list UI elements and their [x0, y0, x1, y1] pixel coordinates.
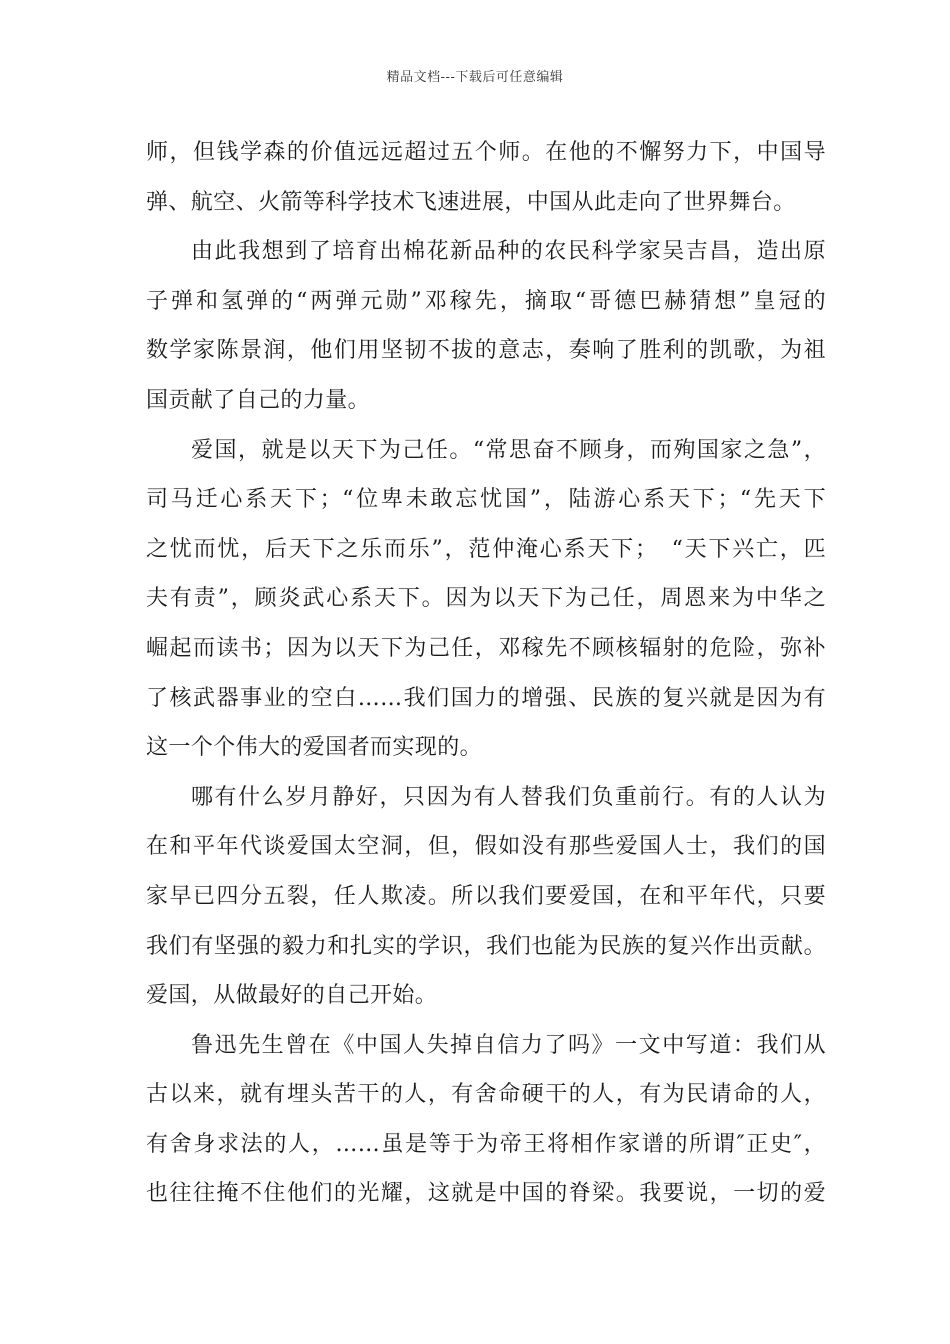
- text-line: 崛起而读书；因为以天下为己任，邓稼先不顾核辐射的危险，弥补: [146, 635, 826, 661]
- text-line: 师，但钱学森的价值远远超过五个师。在他的不懈努力下，中国导: [146, 140, 826, 165]
- text-line: 家早已四分五裂，任人欺凌。所以我们要爱国，在和平年代，只要: [146, 883, 826, 909]
- text-line: 哪有什么岁月静好，只因为有人替我们负重前行。有的人认为: [191, 784, 826, 810]
- text-line: 了核武器事业的空白……我们国力的增强、民族的复兴就是因为有: [146, 685, 826, 711]
- text-line: 古以来，就有埋头苦干的人，有舍命硬干的人，有为民请命的人，: [146, 1082, 826, 1108]
- text-line: 司马迁心系天下；“位卑未敢忘忧国”，陆游心系天下；“先天下: [146, 487, 826, 513]
- text-line: 在和平年代谈爱国太空洞，但，假如没有那些爱国人士，我们的国: [146, 834, 826, 860]
- text-line: 数学家陈景润，他们用坚韧不拔的意志，奏响了胜利的凯歌，为祖: [146, 338, 826, 364]
- text-line: 也往往掩不住他们的光耀，这就是中国的脊梁。我要说，一切的爱: [146, 1181, 826, 1207]
- text-line: 有舍身求法的人，……虽是等于为帝王将相作家谱的所谓″正史″，: [146, 1131, 826, 1157]
- text-line: 之忧而忧，后天下之乐而乐”，范仲淹心系天下； “天下兴亡，匹: [146, 536, 826, 562]
- text-line: 鲁迅先生曾在《中国人失掉自信力了吗》一文中写道：我们从: [191, 1032, 826, 1058]
- text-line: 由此我想到了培育出棉花新品种的农民科学家吴吉昌，造出原: [191, 239, 826, 265]
- text-line: 这一个个伟大的爱国者而实现的。: [146, 735, 483, 761]
- text-line: 爱国，就是以天下为己任。“常思奋不顾身，而殉国家之急”，: [191, 437, 826, 463]
- text-line: 夫有责”，顾炎武心系天下。因为以天下为己任，周恩来为中华之: [146, 586, 826, 612]
- text-line: 国贡献了自己的力量。: [146, 387, 371, 413]
- text-line: 爱国，从做最好的自己开始。: [146, 983, 438, 1009]
- text-line: 子弹和氢弹的“两弹元勋”邓稼先，摘取“哥德巴赫猜想”皇冠的: [146, 288, 826, 314]
- text-line: 我们有坚强的毅力和扎实的学识，我们也能为民族的复兴作出贡献。: [146, 933, 826, 959]
- text-line: 弹、航空、火箭等科学技术飞速进展，中国从此走向了世界舞台。: [146, 189, 796, 215]
- page-header: 精品文档---下载后可任意编辑: [386, 70, 564, 85]
- document-body: [146, 128, 826, 1219]
